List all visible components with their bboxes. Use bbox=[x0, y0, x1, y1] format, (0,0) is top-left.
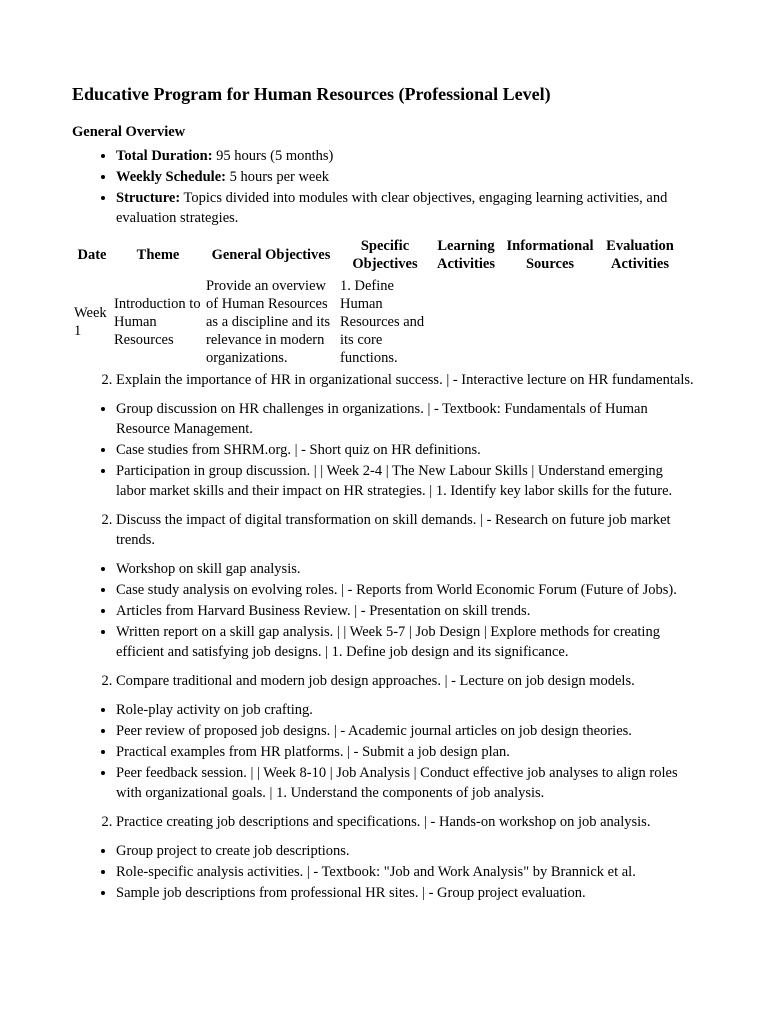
overview-item-schedule bbox=[116, 167, 696, 187]
header-informational-sources: Informational Sources bbox=[506, 238, 594, 272]
overview-item-duration bbox=[116, 146, 696, 166]
list-item: • Role-specific analysis activities. | - Textbook: "Job and Work Analysis" by Brannick et al. bbox=[116, 862, 696, 882]
list-item: • Role-play activity on job crafting. bbox=[116, 700, 696, 720]
cell-general-objectives: Provide an overview of Human Resources as a discipline and its relevance in modern organizations. bbox=[206, 278, 331, 366]
overview-text: 5 hours per week bbox=[225, 169, 330, 185]
cell-specific-objectives: 1. Define Human Resources and its core functions. bbox=[340, 278, 425, 366]
page-title: Educative Program for Human Resources (Professional Level) bbox=[72, 84, 551, 104]
header-general-objectives: General Objectives bbox=[211, 247, 331, 263]
program-table bbox=[71, 234, 681, 370]
list-item: • Case studies from SHRM.org. | - Short quiz on HR definitions. bbox=[116, 440, 696, 460]
table-row bbox=[73, 276, 679, 368]
list-item: • Written report on a skill gap analysis. | | Week 5-7 | Job Design | Explore methods for creating efficient and satisfying job designs. | 1. Define job design and its significance. bbox=[116, 622, 696, 662]
overview-item-structure bbox=[116, 188, 696, 228]
numbered-item: 2. Discuss the impact of digital transformation on skill demands. | - Research on future job market trends. bbox=[116, 510, 696, 550]
list-item: • Articles from Harvard Business Review. | - Presentation on skill trends. bbox=[116, 601, 696, 621]
list-item: • Peer feedback session. | | Week 8-10 | Job Analysis | Conduct effective job analyses to align roles with organizational goals. | 1. Understand the components of job analysis. bbox=[116, 763, 696, 803]
cell-date: Week 1 bbox=[74, 305, 107, 339]
list-item: • Case study analysis on evolving roles. | - Reports from World Economic Forum (Future of Jobs). bbox=[116, 580, 696, 600]
overview-heading: General Overview bbox=[72, 124, 186, 140]
numbered-list bbox=[72, 370, 696, 390]
overview-label: Total Duration: bbox=[116, 148, 213, 164]
overview-label: Structure: bbox=[116, 190, 181, 206]
numbered-item: 2. Explain the importance of HR in organizational success. | - Interactive lecture on HR fundamentals. bbox=[116, 370, 696, 390]
list-item: • Group project to create job descriptions. bbox=[116, 841, 696, 861]
list-item: • Participation in group discussion. | | Week 2-4 | The New Labour Skills | Understand emerging labor market skills and their impact on HR strategies. | 1. Identify key labor skills for the future. bbox=[116, 461, 696, 501]
header-learning-activities: Learning Activities bbox=[437, 238, 495, 272]
overview-text: 95 hours (5 months) bbox=[212, 148, 334, 164]
list-item: • Peer review of proposed job designs. | - Academic journal articles on job design theories. bbox=[116, 721, 696, 741]
table-header-row bbox=[73, 236, 679, 274]
numbered-list bbox=[72, 510, 696, 550]
header-date: Date bbox=[77, 247, 107, 263]
header-theme: Theme bbox=[136, 247, 180, 263]
header-evaluation-activities: Evaluation Activities bbox=[606, 238, 674, 272]
overview-text: Topics divided into modules with clear objectives, engaging learning activities, and evaluation strategies. bbox=[116, 190, 668, 226]
list-item: • Group discussion on HR challenges in organizations. | - Textbook: Fundamentals of Human Resource Management. bbox=[116, 399, 696, 439]
cell-informational-sources bbox=[501, 276, 599, 368]
overview-label: Weekly Schedule: bbox=[116, 169, 226, 185]
bullet-list bbox=[72, 559, 696, 662]
list-item: • Practical examples from HR platforms. | - Submit a job design plan. bbox=[116, 742, 696, 762]
numbered-item: 2. Compare traditional and modern job design approaches. | - Lecture on job design models. bbox=[116, 671, 696, 691]
cell-learning-activities bbox=[433, 276, 499, 368]
bullet-list bbox=[72, 841, 696, 903]
numbered-list bbox=[72, 812, 696, 832]
cell-theme: Introduction to Human Resources bbox=[114, 296, 201, 348]
list-item: • Sample job descriptions from professional HR sites. | - Group project evaluation. bbox=[116, 883, 696, 903]
bullet-list bbox=[72, 399, 696, 501]
overview-list bbox=[72, 146, 696, 228]
content-blocks bbox=[72, 370, 696, 903]
bullet-list bbox=[72, 700, 696, 803]
numbered-item: 2. Practice creating job descriptions and specifications. | - Hands-on workshop on job analysis. bbox=[116, 812, 696, 832]
list-item: • Workshop on skill gap analysis. bbox=[116, 559, 696, 579]
numbered-list bbox=[72, 671, 696, 691]
header-specific-objectives: Specific Objectives bbox=[352, 238, 418, 272]
cell-evaluation-activities bbox=[601, 276, 679, 368]
